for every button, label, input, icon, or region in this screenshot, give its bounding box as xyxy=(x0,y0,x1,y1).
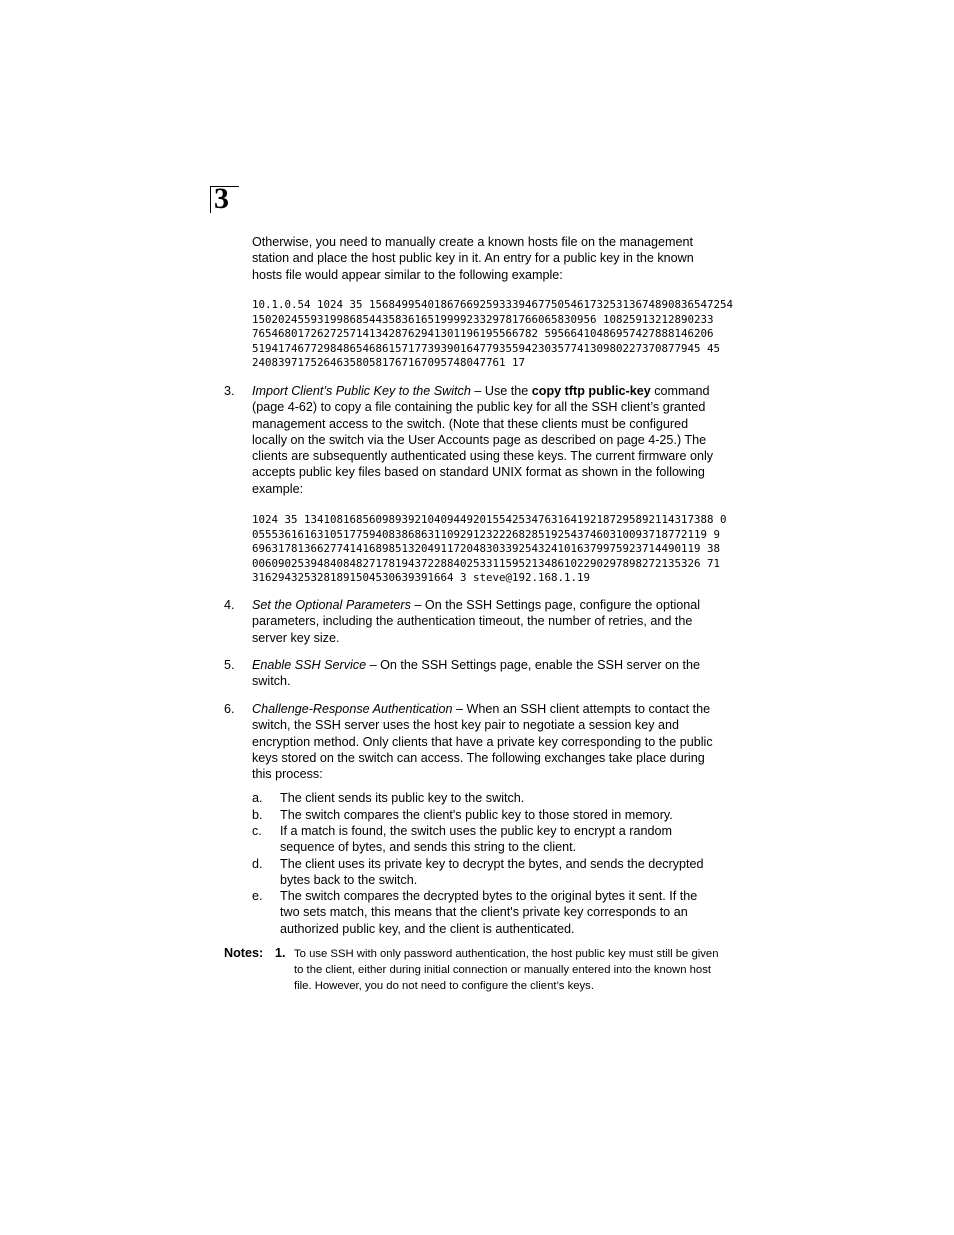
step-5-text xyxy=(252,657,720,690)
public-key-example: 1024 35 134108168560989392104094492015542534763164192187295892114317388 0 0555361616310517759408386863110929123222682851925437460310093718772119 9 696317813662774141689851320491172048303392543241016379975923714490119 38 006090253948408482717819437228840253311595213486102290297898272135326 71 3162943253281891504530639391664 3 steve@192.168.1.19 xyxy=(252,513,727,585)
step-3-text-b: command (page 4-62) to copy a file containing the public key for all the SSH client’s granted management access to the switch. (Note that these clients must be configured locally on the switch via the User Accounts page as described on page 4-25.) The clients are subsequently authenticated using these keys. The current firmware only accepts public key files based on standard UNIX format as shown in the following example: xyxy=(252,384,714,496)
step-5-body: – On the SSH Settings page, enable the SSH server on the switch. xyxy=(252,658,701,689)
notes-label: Notes: xyxy=(224,946,264,960)
exchange-c-text: If a match is found, the switch uses the public key to encrypt a random sequence of bytes, and sends this string to the client. xyxy=(280,824,673,855)
exchange-a-text: The client sends its public key to the switch. xyxy=(280,791,525,805)
step-6-body: – When an SSH client attempts to contact the switch, the SSH server uses the host key pair to negotiate a session key and encryption method. Only clients that have a private key corresponding to the public keys stored on the switch can access. The following exchanges take place during this process: xyxy=(252,702,713,782)
exchange-b-letter: b. xyxy=(252,808,263,822)
exchange-d-letter: d. xyxy=(252,857,263,871)
step-6-title: Challenge-Response Authentication xyxy=(252,702,453,716)
exchange-b-text: The switch compares the client's public key to those stored in memory. xyxy=(280,808,673,822)
step-3-text-a: – Use the xyxy=(470,384,532,398)
step-4-text xyxy=(252,597,720,646)
step-4-body: – On the SSH Settings page, configure the optional parameters, including the authentication timeout, the number of retries, and the server key size. xyxy=(252,598,701,645)
step-6-number: 6. xyxy=(224,702,235,716)
step-3-number: 3. xyxy=(224,384,235,398)
exchange-c-letter: c. xyxy=(252,824,262,838)
copy-tftp-command: copy tftp public-key xyxy=(531,384,651,398)
chapter-number: 3 xyxy=(214,182,229,215)
exchange-d-text: The client uses its private key to decrypt the bytes, and sends the decrypted bytes back to the switch. xyxy=(280,857,704,888)
exchange-e-letter: e. xyxy=(252,889,263,903)
intro-paragraph: Otherwise, you need to manually create a known hosts file on the management station and place the host public key in it. An entry for a public key in the known hosts file would appear similar to the following example: xyxy=(252,235,694,282)
step-6-text xyxy=(252,701,720,782)
step-3-title: Import Client’s Public Key to the Switch xyxy=(252,384,471,398)
step-5-number: 5. xyxy=(224,658,235,672)
step-4-title: Set the Optional Parameters xyxy=(252,598,411,612)
step-3-text xyxy=(252,383,720,497)
chapter-marker xyxy=(210,182,239,215)
known-hosts-example: 10.1.0.54 1024 35 15684995401867669259333946775054617325313674890836547254 15020245593199868544358361651999923329781766065830956 10825913212890233 76546801726272571413428762941301196195566782 59566410486957427888146206 519417467729848654686157177393901647793559423035774130980227370877945 45 240839717526463580581767167095748047761 17 xyxy=(252,298,734,370)
notes-text: To use SSH with only password authentication, the host public key must still be given to the client, either during initial connection or manually entered into the known host file. However, you do not need to configure the client’s keys. xyxy=(294,948,719,992)
exchange-e-text: The switch compares the decrypted bytes to the original bytes it sent. If the two sets match, this means that the client's private key corresponds to an authorized public key, and the client is authenticated. xyxy=(280,889,698,936)
step-4-number: 4. xyxy=(224,598,235,612)
notes-number: 1. xyxy=(275,946,286,960)
step-5-title: Enable SSH Service xyxy=(252,658,367,672)
exchange-a-letter: a. xyxy=(252,791,263,805)
